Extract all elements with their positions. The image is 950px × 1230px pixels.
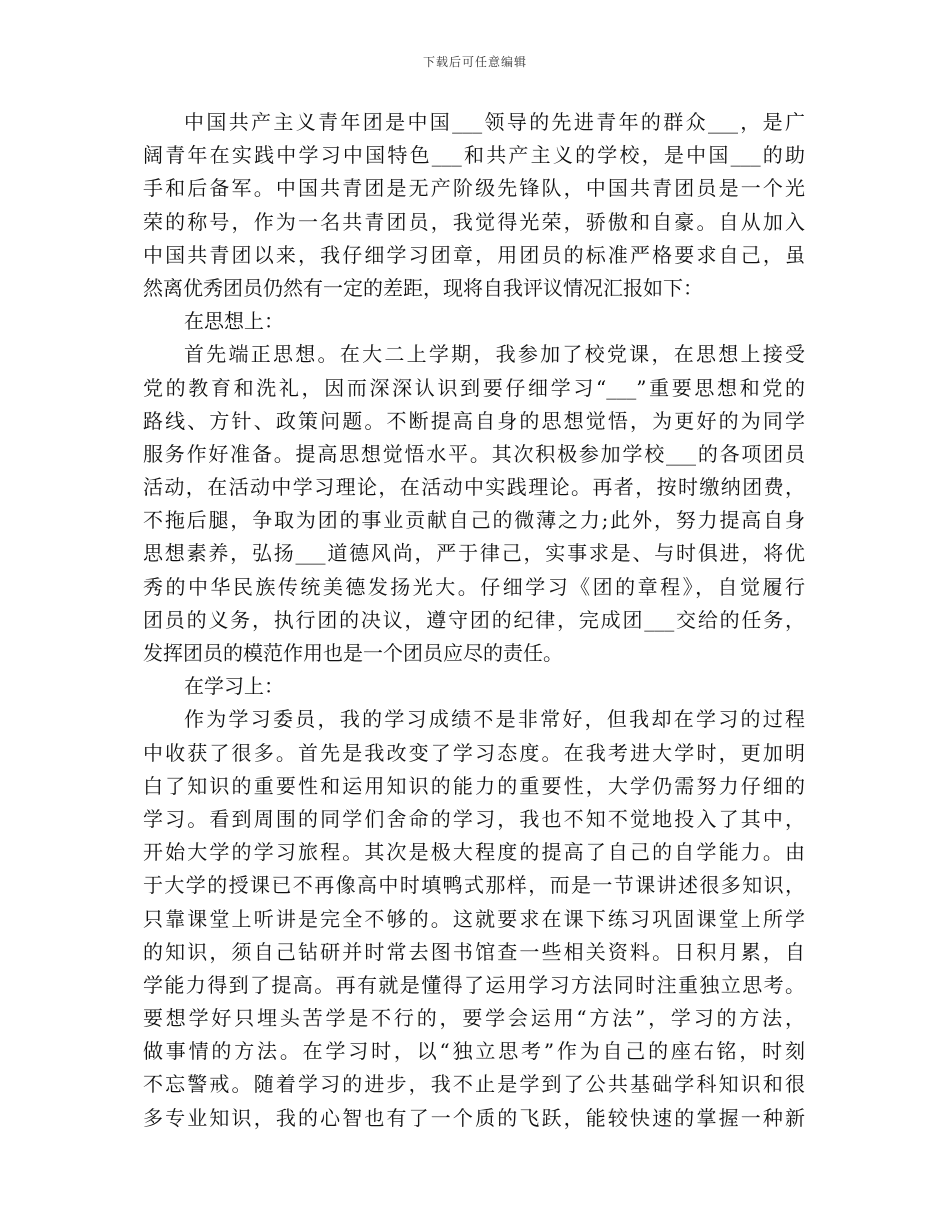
text-line: 在思想上：	[184, 309, 284, 334]
text-line: 要想学好只埋头苦学是不行的，要学会运用“方法”，学习的方法，	[143, 1006, 805, 1031]
text-line: 的知识，须自己钻研并时常去图书馆查一些相关资料。日积月累，自	[143, 939, 805, 964]
text-line: 中收获了很多。首先是我改变了学习态度。在我考进大学时，更加明	[143, 740, 805, 765]
text-line: 中国共产主义青年团是中国___领导的先进青年的群众___，是广	[184, 110, 805, 134]
text-line: 做事情的方法。在学习时，以“独立思考”作为自己的座右铭，时刻	[143, 1039, 805, 1064]
text-line: 开始大学的学习旅程。其次是极大程度的提高了自己的自学能力。由	[143, 840, 805, 865]
text-line: 然离优秀团员仍然有一定的差距，现将自我评议情况汇报如下：	[143, 275, 703, 300]
text-line: 不拖后腿，争取为团的事业贡献自己的微薄之力;此外，努力提高自身	[143, 508, 805, 533]
text-line: 于大学的授课已不再像高中时填鸭式那样，而是一节课讲述很多知识，	[143, 873, 805, 898]
text-line: 不忘警戒。随着学习的进步，我不止是学到了公共基础学科知识和很	[143, 1072, 805, 1097]
text-line: 思想素养，弘扬___道德风尚，严于律己，实事求是、与时俱进，将优	[143, 541, 805, 566]
text-line: 服务作好准备。提高思想觉悟水平。其次积极参加学校___的各项团员	[143, 441, 805, 466]
text-line: 中国共青团以来，我仔细学习团章，用团员的标准严格要求自己，虽	[143, 242, 805, 267]
text-line: 多专业知识，我的心智也有了一个质的飞跃，能较快速的掌握一种新	[143, 1105, 805, 1130]
text-line: 党的教育和洗礼，因而深深认识到要仔细学习“___”重要思想和党的	[143, 375, 805, 400]
page-header: 下载后可任意编辑	[422, 55, 527, 69]
text-line: 阔青年在实践中学习中国特色___和共产主义的学校，是中国___的助	[143, 143, 805, 168]
text-line: 学习。看到周围的同学们舍命的学习，我也不知不觉地投入了其中，	[143, 806, 805, 831]
text-line: 活动，在活动中学习理论，在活动中实践理论。再者，按时缴纳团费，	[143, 475, 805, 500]
text-line: 作为学习委员，我的学习成绩不是非常好，但我却在学习的过程	[184, 707, 805, 732]
text-line: 路线、方针、政策问题。不断提高自身的思想觉悟，为更好的为同学	[143, 408, 805, 433]
document-body	[143, 106, 805, 1135]
text-line: 发挥团员的模范作用也是一个团员应尽的责任。	[143, 641, 563, 665]
text-line: 白了知识的重要性和运用知识的能力的重要性，大学仍需努力仔细的	[143, 773, 805, 798]
text-line: 只靠课堂上听讲是完全不够的。这就要求在课下练习巩固课堂上所学	[143, 906, 805, 931]
text-line: 学能力得到了提高。再有就是懂得了运用学习方法同时注重独立思考。	[143, 972, 805, 997]
text-line: 首先端正思想。在大二上学期，我参加了校党课，在思想上接受	[184, 342, 805, 367]
text-line: 秀的中华民族传统美德发扬光大。仔细学习《团的章程》，自觉履行	[143, 574, 805, 599]
text-line: 手和后备军。中国共青团是无产阶级先锋队，中国共青团员是一个光	[143, 176, 805, 201]
text-line: 在学习上：	[184, 674, 284, 699]
text-line: 荣的称号，作为一名共青团员，我觉得光荣，骄傲和自豪。自从加入	[143, 209, 805, 234]
text-line: 团员的义务，执行团的决议，遵守团的纪律，完成团___交给的任务，	[143, 607, 805, 632]
